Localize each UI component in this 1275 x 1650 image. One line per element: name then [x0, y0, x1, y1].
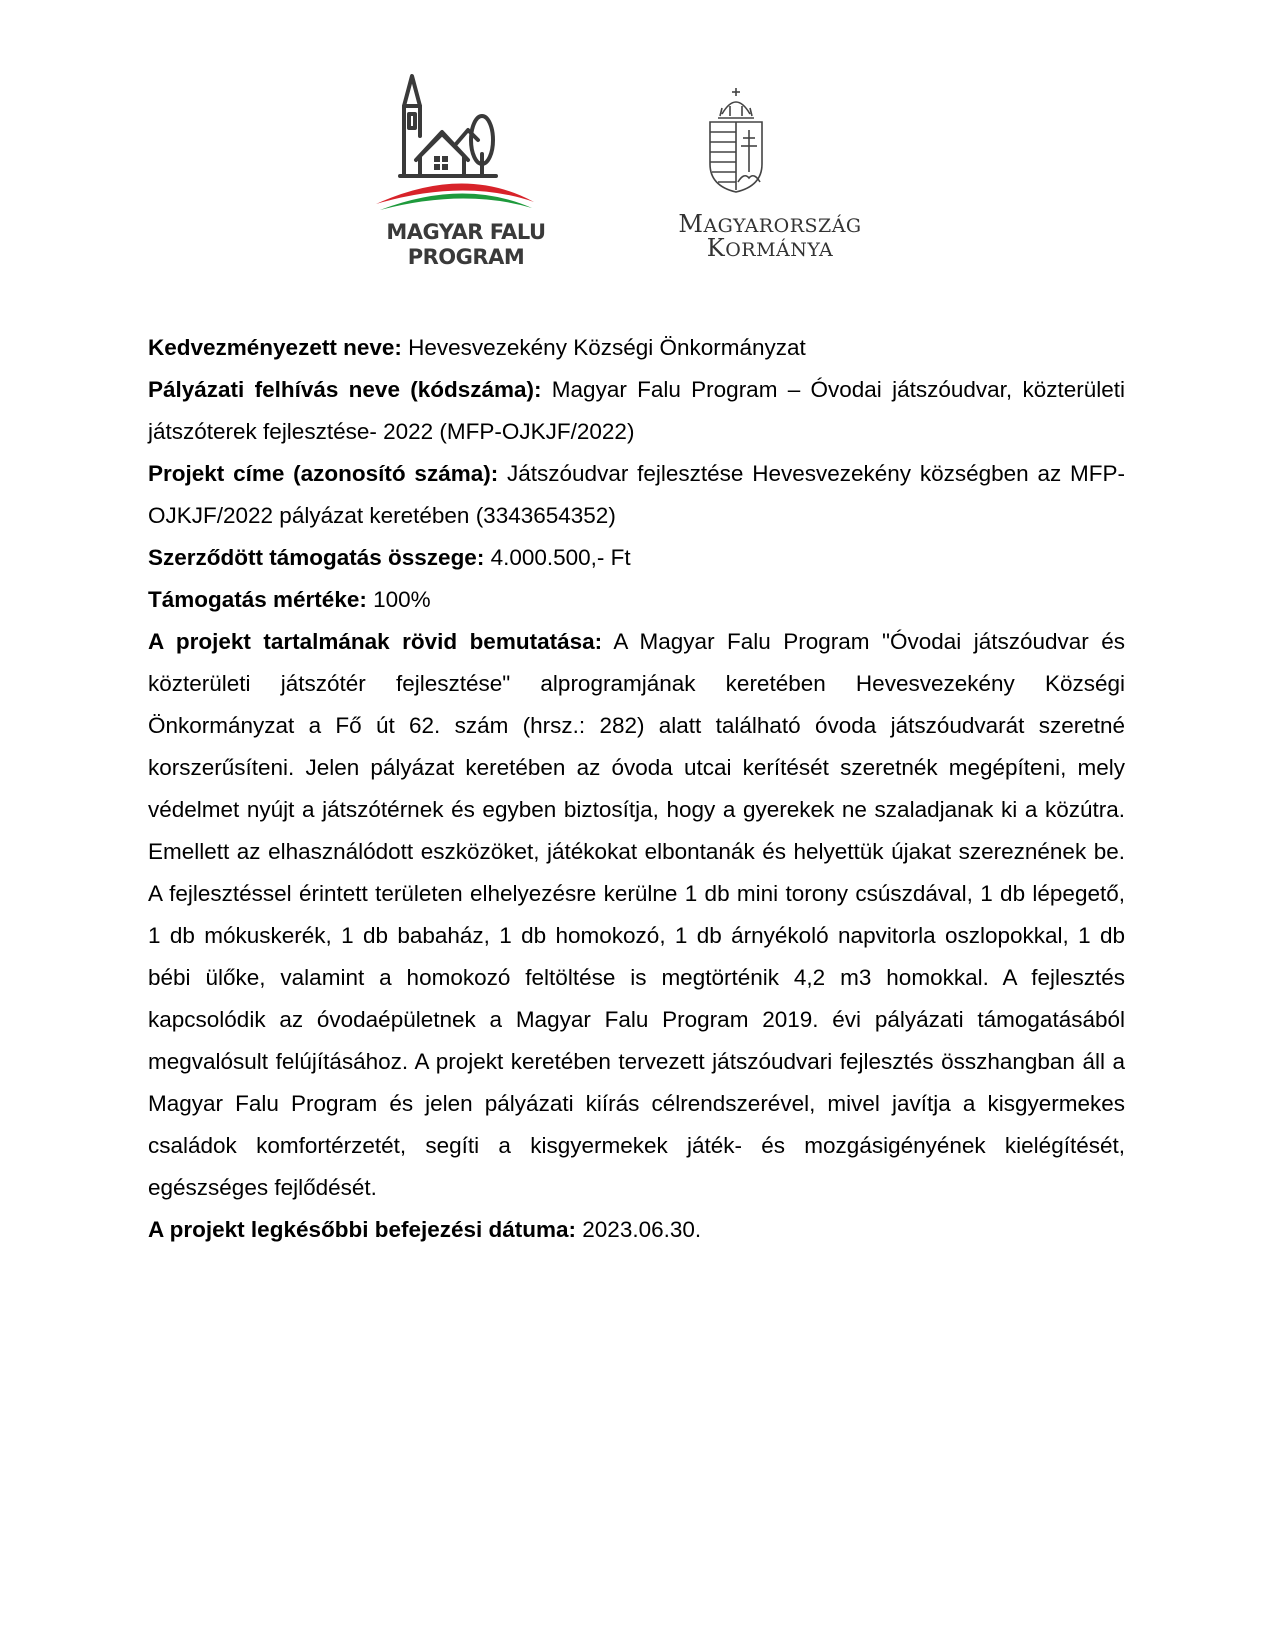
header-logos	[0, 0, 1275, 300]
gov-logo-line2: KORMÁNYA	[706, 234, 834, 262]
mfp-logo-line2: PROGRAM	[407, 245, 525, 269]
field-value: 4.000.500,- Ft	[484, 545, 631, 570]
field-project-title	[148, 453, 1125, 537]
field-label: Szerződött támogatás összege:	[148, 545, 485, 570]
field-value: 100%	[366, 587, 431, 612]
field-value: A Magyar Falu Program "Óvodai játszóudvar és közterületi játszótér fejlesztése" alprogramjának keretében Hevesvezekény Községi Önkormányzat a Fő út 62. szám (hrsz.: 282) alatt található óvoda játszóudvarát szeretné korszerűsíteni. Jelen pályázat keretében az óvoda utcai kerítését szeretnék megépíteni, mely védelmet nyújt a játszótérnek és egyben biztosítja, hogy a gyerekek ne szaladjanak ki a közútra. Emellett az elhasználódott eszközöket, játékokat elbontanák és helyettük újakat szereznének be. A fejlesztéssel érintett területen elhelyezésre kerülne 1 db mini torony csúszdával, 1 db lépegető, 1 db mókuskerék, 1 db babaház, 1 db homokozó, 1 db árnyékoló napvitorla oszlopokkal, 1 db bébi ülőke, valamint a homokozó feltöltése is megtörténik 4,2 m3 homokkal. A fejlesztés kapcsolódik az óvodaépületnek a Magyar Falu Program 2019. évi pályázati támogatásából megvalósult felújításához. A projekt keretében tervezett játszóudvari fejlesztés összhangban áll a Magyar Falu Program és jelen pályázati kiírás célrendszerével, mivel javítja a kisgyermekes családok komfortérzetét, segíti a kisgyermekek játék- és mozgásigényének kielégítését, egészséges fejlődését.	[148, 629, 1125, 1200]
field-label: Kedvezményezett neve:	[148, 335, 402, 360]
field-value: 2023.06.30.	[576, 1217, 702, 1242]
document-body	[148, 327, 1125, 1251]
field-label: Támogatás mértéke:	[148, 587, 367, 612]
field-call-name	[148, 369, 1125, 453]
field-value: Hevesvezekény Községi Önkormányzat	[401, 335, 806, 360]
field-beneficiary	[148, 327, 1125, 369]
gov-logo-line1: MAGYARORSZÁG	[678, 210, 862, 238]
field-grant-amount	[148, 537, 1125, 579]
field-label: Projekt címe (azonosító száma):	[148, 461, 499, 486]
field-label: Pályázati felhívás neve (kódszáma):	[148, 377, 542, 402]
field-value: Magyar Falu Program – Óvodai játszóudvar, közterületi játszóterek fejlesztése- 2022 (MFP-OJKJF/2022)	[148, 377, 1125, 444]
village-church-icon	[376, 74, 556, 219]
field-project-summary	[148, 621, 1125, 1209]
magyarorszag-kormanya-logo	[670, 86, 870, 276]
field-label: A projekt legkésőbbi befejezési dátuma:	[148, 1217, 577, 1242]
field-completion-date	[148, 1209, 1125, 1251]
coat-of-arms-icon	[670, 86, 870, 201]
field-grant-rate	[148, 579, 1125, 621]
field-value: Játszóudvar fejlesztése Hevesvezekény községben az MFP-OJKJF/2022 pályázat keretében (3343654352)	[148, 461, 1125, 528]
magyar-falu-program-logo	[376, 74, 556, 274]
field-label: A projekt tartalmának rövid bemutatása:	[148, 629, 603, 654]
mfp-logo-line1: MAGYAR FALU	[386, 220, 546, 244]
